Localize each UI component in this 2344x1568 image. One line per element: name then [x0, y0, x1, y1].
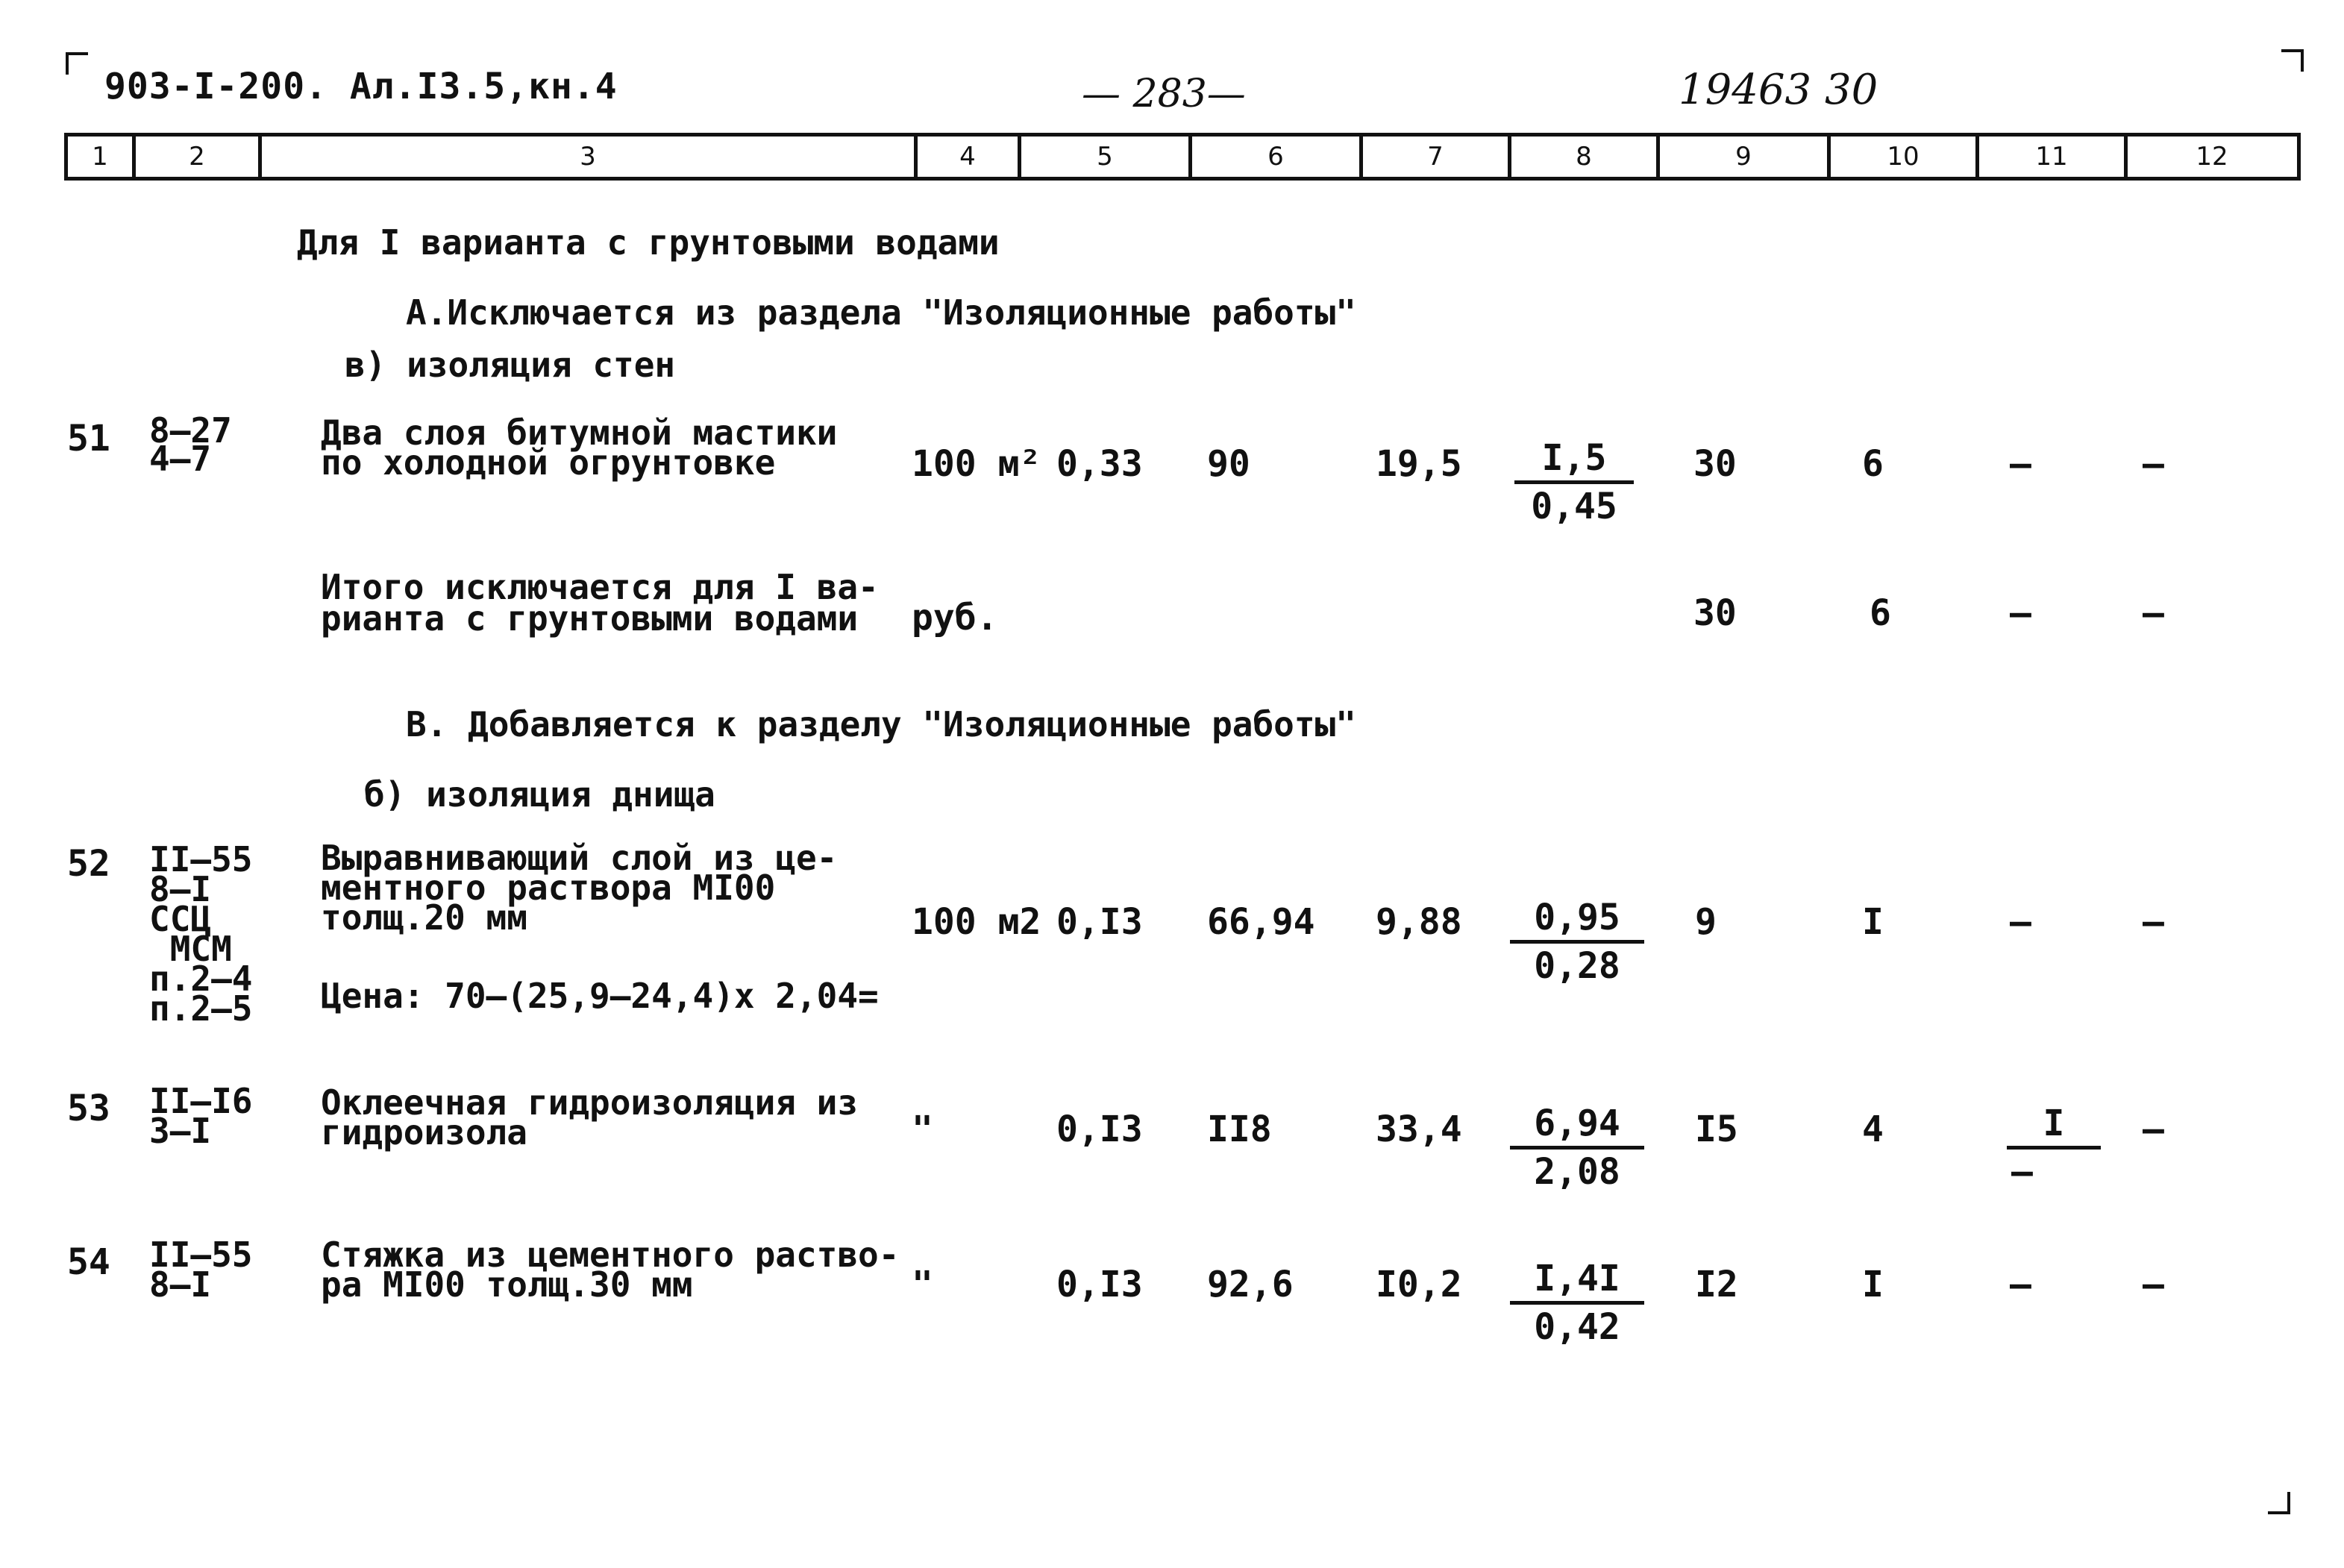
quantity: 0,I3: [1056, 901, 1143, 943]
column-number-header: [64, 133, 2301, 181]
price-calculation: Цена: 70–(25,9–24,4)х 2,04=: [321, 976, 879, 1016]
row-number: 54: [67, 1241, 110, 1283]
column-8-bottom: 0,28: [1534, 945, 1620, 987]
corner-mark-bottom-right: [2268, 1492, 2290, 1514]
section-title: Для I варианта с грунтовыми водами: [297, 222, 1000, 263]
subsection-v-title: в) изоляция стен: [345, 345, 676, 385]
document-reference: 903-I-200. Ал.I3.5,кн.4: [104, 66, 618, 107]
unit-price: 66,94: [1207, 901, 1315, 943]
column-header: 11: [2035, 142, 2068, 172]
norm-code: II–55 8–I ССЦ МСМ п.2–4 п.2–5: [149, 839, 253, 1029]
subsection-a-title: А.Исключается из раздела "Изоляционные работы": [406, 292, 1356, 333]
column-header: 2: [189, 142, 205, 172]
total-cost: 9,88: [1376, 901, 1462, 943]
quantity: 0,I3: [1056, 1264, 1143, 1305]
column-8-top: 0,95: [1510, 895, 1644, 944]
column-header: 8: [1576, 142, 1592, 172]
column-8-fraction: [1514, 436, 1634, 529]
document-code: 19463 30: [1679, 66, 1878, 114]
column-header: 12: [2196, 142, 2228, 172]
column-9-value: I2: [1695, 1264, 1738, 1305]
total-cost: 33,4: [1376, 1108, 1462, 1150]
column-10-value: 6: [1862, 443, 1884, 485]
column-header: 7: [1427, 142, 1444, 172]
column-11-value: –: [2010, 443, 2031, 485]
total-description: Итого исключается для I ва- рианта с грунтовыми водами: [321, 567, 879, 639]
column-12-value: –: [2143, 901, 2164, 943]
column-header: 4: [959, 142, 976, 172]
column-8-fraction: [1510, 1101, 1644, 1194]
column-9-value: I5: [1695, 1108, 1738, 1150]
column-8-top: I,5: [1514, 436, 1634, 484]
norm-code: II–55 8–I: [149, 1235, 253, 1305]
total-column-11: –: [2010, 592, 2031, 634]
work-description: Оклеечная гидроизоляция из гидроизола: [321, 1082, 859, 1153]
row-number: 53: [67, 1088, 110, 1129]
total-column-12: –: [2143, 592, 2164, 634]
column-8-top: 6,94: [1510, 1101, 1644, 1150]
total-unit: руб.: [912, 597, 998, 639]
unit: 100 м²: [912, 443, 1041, 485]
column-8-fraction: [1510, 895, 1644, 988]
quantity: 0,I3: [1056, 1108, 1143, 1150]
column-11-value: –: [2010, 1264, 2031, 1305]
column-11-fraction: [2007, 1101, 2101, 1194]
column-12-value: –: [2143, 443, 2164, 485]
column-12-value: –: [2143, 1264, 2164, 1305]
row-number: 51: [67, 418, 110, 460]
row-number: 52: [67, 843, 110, 885]
column-12-value: –: [2143, 1108, 2164, 1150]
column-10-value: 4: [1862, 1108, 1884, 1150]
column-11-bottom: –: [2011, 1151, 2033, 1193]
column-8-bottom: 0,45: [1531, 486, 1617, 527]
column-8-bottom: 2,08: [1534, 1151, 1620, 1193]
unit-price: 92,6: [1207, 1264, 1294, 1305]
column-header: 9: [1735, 142, 1752, 172]
column-header: 3: [580, 142, 596, 172]
norm-code: 8–27 4–7: [149, 410, 232, 479]
work-description: Выравнивающий слой из це- ментного раствора МI00 толщ.20 мм: [321, 838, 838, 938]
column-header: 6: [1267, 142, 1284, 172]
unit: ": [912, 1108, 933, 1150]
column-11-value: –: [2010, 901, 2031, 943]
unit: ": [912, 1264, 933, 1305]
corner-mark-top-right: [2281, 49, 2304, 72]
unit: 100 м2: [912, 901, 1041, 943]
total-column-9: 30: [1693, 592, 1737, 634]
unit-price: 90: [1207, 443, 1250, 485]
column-10-value: I: [1862, 901, 1884, 943]
unit-price: II8: [1207, 1108, 1272, 1150]
subsection-b-item-title: б) изоляция днища: [364, 774, 715, 815]
column-header: 5: [1097, 142, 1113, 172]
work-description: Стяжка из цементного раство- ра МI00 толщ.30 мм: [321, 1235, 900, 1305]
column-11-top: I: [2007, 1101, 2101, 1150]
column-8-fraction: [1510, 1256, 1644, 1349]
norm-code: II–I6 3–I: [149, 1081, 253, 1151]
column-8-bottom: 0,42: [1534, 1306, 1620, 1348]
work-description: Два слоя битумной мастики по холодной огрунтовке: [321, 413, 838, 483]
column-header: 1: [92, 142, 108, 172]
total-cost: I0,2: [1376, 1264, 1462, 1305]
corner-mark-top-left: [66, 52, 88, 75]
total-column-10: 6: [1870, 592, 1891, 634]
column-8-top: I,4I: [1510, 1256, 1644, 1305]
total-cost: 19,5: [1376, 443, 1462, 485]
subsection-b-title: В. Добавляется к разделу "Изоляционные работы": [406, 704, 1356, 744]
column-10-value: I: [1862, 1264, 1884, 1305]
column-9-value: 9: [1695, 901, 1717, 943]
column-9-value: 30: [1693, 443, 1737, 485]
quantity: 0,33: [1056, 443, 1143, 485]
page-number: — 283—: [1082, 72, 1246, 116]
column-header: 10: [1887, 142, 1920, 172]
